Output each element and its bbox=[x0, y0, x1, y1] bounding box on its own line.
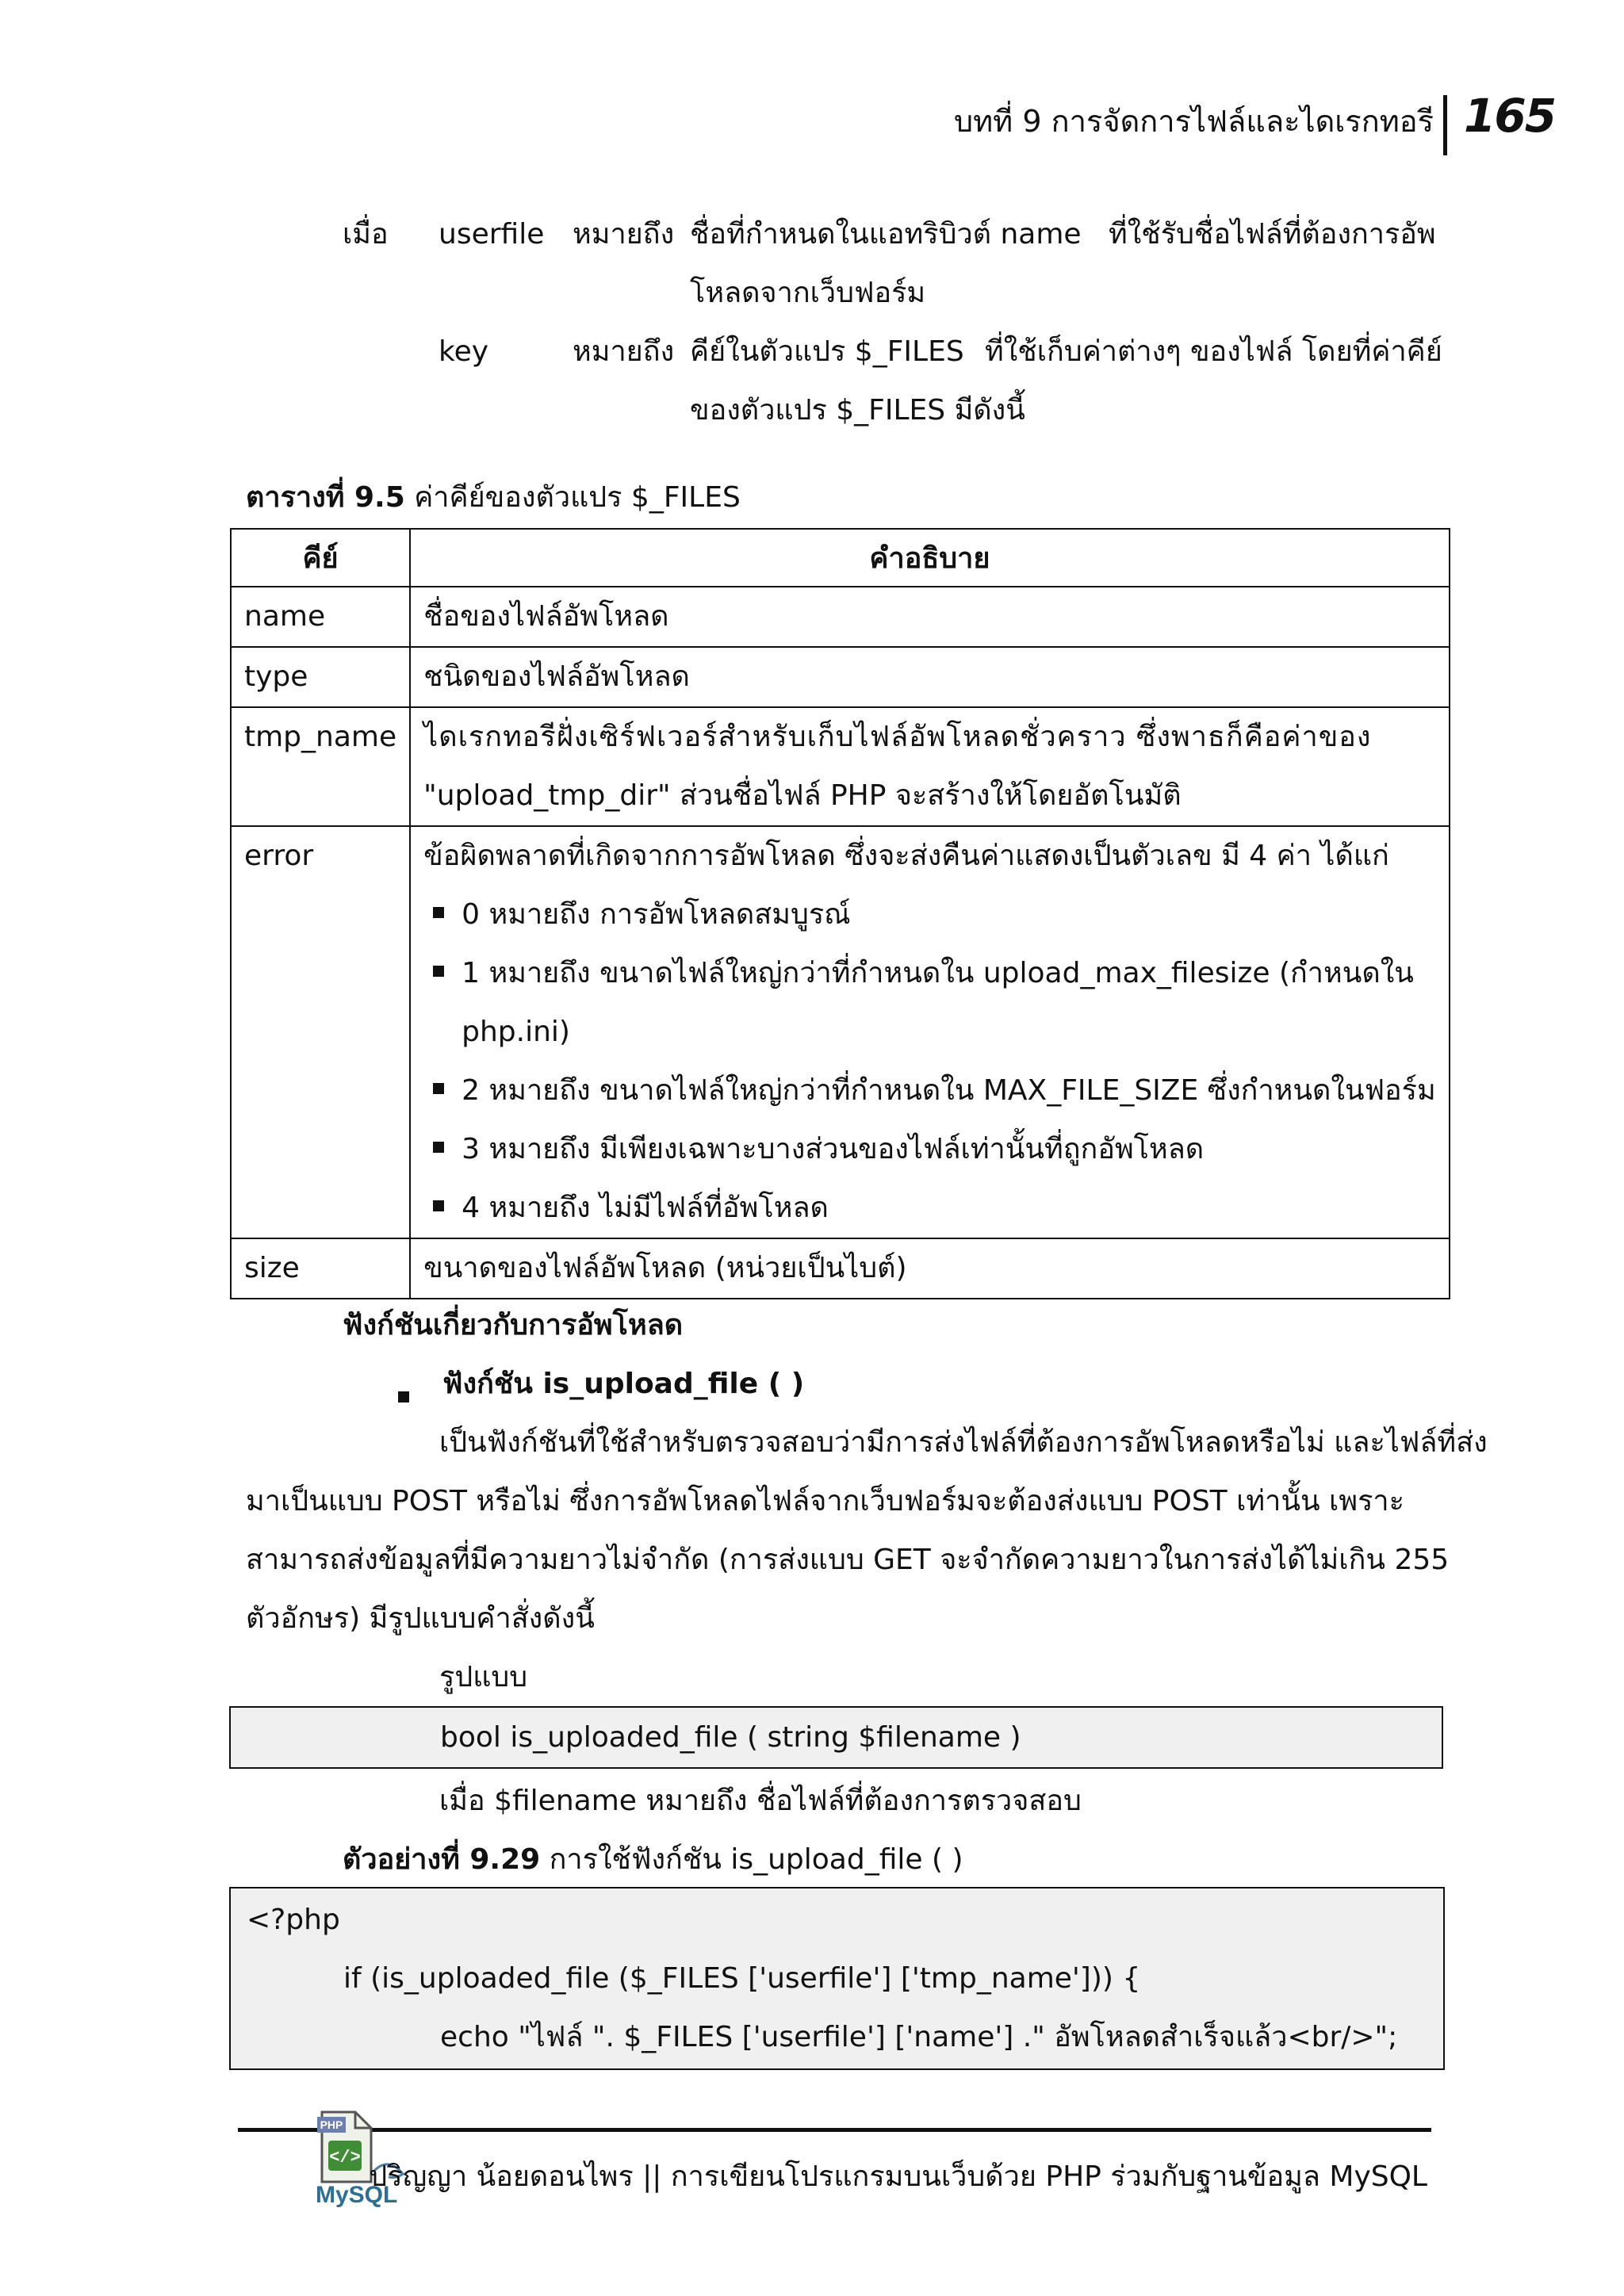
table-row bbox=[231, 707, 1450, 826]
table-caption-label: ตารางที่ 9.5 bbox=[246, 481, 405, 514]
page-number: 165 bbox=[1464, 89, 1556, 143]
table-header-row bbox=[231, 529, 1450, 587]
bullet-square-icon bbox=[433, 1142, 444, 1153]
table-header-key: คีย์ bbox=[231, 529, 410, 587]
bullet-square-icon bbox=[433, 966, 444, 977]
example-caption-label: ตัวอย่างที่ 9.29 bbox=[343, 1843, 541, 1876]
bullet-square-icon bbox=[433, 907, 444, 918]
table-cell-key: tmp_name bbox=[244, 721, 397, 753]
example-caption bbox=[343, 1843, 963, 1876]
error-code-item: 0 หมายถึง การอัพโหลดสมบูรณ์ bbox=[423, 886, 1436, 944]
table-header-desc: คำอธิบาย bbox=[410, 529, 1450, 587]
files-keys-table bbox=[230, 528, 1450, 1299]
table-caption bbox=[246, 481, 741, 514]
param-desc: ที่ใช้รับชื่อไฟล์ที่ต้องการอัพ bbox=[1109, 218, 1436, 251]
function-heading: ฟังก์ชัน is_upload_file ( ) bbox=[442, 1368, 805, 1400]
syntax-box bbox=[229, 1706, 1443, 1769]
syntax-label: รูปแบบ bbox=[439, 1661, 528, 1693]
footer-text: ปริญญา น้อยดอนไพร || การเขียนโปรแกรมบนเว็บด้วย PHP ร่วมกับฐานข้อมูล MySQL bbox=[369, 2160, 1427, 2193]
syntax-code: bool is_uploaded_file ( string $filename ) bbox=[440, 1721, 1021, 1754]
table-row bbox=[231, 826, 1450, 1238]
syntax-param: เมื่อ $filename หมายถึง ชื่อไฟล์ที่ต้องการตรวจสอบ bbox=[439, 1785, 1082, 1817]
table-cell-key: size bbox=[244, 1252, 300, 1284]
table-cell-desc: ชนิดของไฟล์อัพโหลด bbox=[423, 660, 690, 693]
param-lead: เมื่อ bbox=[343, 218, 389, 251]
bullet-square-icon bbox=[398, 1391, 409, 1402]
section-heading: ฟังก์ชันเกี่ยวกับการอัพโหลด bbox=[343, 1309, 684, 1341]
chapter-title: บทที่ 9 การจัดการไฟล์และไดเรกทอรี bbox=[954, 104, 1434, 139]
example-caption-text: การใช้ฟังก์ชัน is_upload_file ( ) bbox=[540, 1843, 963, 1876]
code-line: echo "ไฟล์ ". $_FILES ['userfile'] ['name'] ." อัพโหลดสำเร็จแล้ว<br/>"; bbox=[440, 2021, 1398, 2053]
param-means: หมายถึง bbox=[573, 218, 675, 251]
error-code-item: 4 หมายถึง ไม่มีไฟล์ที่อัพโหลด bbox=[423, 1179, 1436, 1238]
svg-text:</>: </> bbox=[329, 2148, 361, 2168]
error-code-item-cont: php.ini) bbox=[462, 1016, 570, 1048]
table-row bbox=[231, 647, 1450, 707]
table-row bbox=[231, 587, 1450, 647]
param-means: หมายถึง bbox=[573, 335, 675, 368]
table-row bbox=[231, 1238, 1450, 1299]
paragraph-line: ตัวอักษร) มีรูปแบบคำสั่งดังนี้ bbox=[246, 1602, 595, 1635]
table-cell-desc: ข้อผิดพลาดที่เกิดจากการอัพโหลด ซึ่งจะส่งคืนค่าแสดงเป็นตัวเลข มี 4 ค่า ได้แก่ bbox=[423, 840, 1389, 872]
table-cell-desc: ชื่อของไฟล์อัพโหลด bbox=[423, 600, 669, 633]
table-cell-desc: ไดเรกทอรีฝั่งเซิร์ฟเวอร์สำหรับเก็บไฟล์อัพโหลดชั่วคราว ซึ่งพาธก็คือค่าของ bbox=[423, 721, 1372, 753]
bullet-square-icon bbox=[433, 1200, 444, 1211]
param-desc: คีย์ในตัวแปร $_FILES bbox=[690, 335, 964, 368]
error-code-item: 3 หมายถึง มีเพียงเฉพาะบางส่วนของไฟล์เท่านั้นที่ถูกอัพโหลด bbox=[423, 1120, 1436, 1179]
code-box bbox=[229, 1887, 1445, 2070]
param-desc-cont: ของตัวแปร $_FILES มีดังนี้ bbox=[690, 394, 1025, 427]
paragraph-line: สามารถส่งข้อมูลที่มีความยาวไม่จำกัด (การส่งแบบ GET จะจำกัดความยาวในการส่งได้ไม่เกิน 255 bbox=[246, 1544, 1450, 1576]
param-name: userfile bbox=[439, 218, 545, 251]
table-cell-key: type bbox=[244, 660, 308, 693]
param-name: key bbox=[439, 335, 489, 368]
param-desc: ที่ใช้เก็บค่าต่างๆ ของไฟล์ โดยที่ค่าคีย์ bbox=[985, 335, 1442, 368]
table-cell-desc: ขนาดของไฟล์อัพโหลด (หน่วยเป็นไบต์) bbox=[423, 1252, 907, 1284]
bullet-square-icon bbox=[433, 1083, 444, 1094]
table-cell-desc: "upload_tmp_dir" ส่วนชื่อไฟล์ PHP จะสร้างให้โดยอัตโนมัติ bbox=[423, 779, 1182, 812]
code-line: if (is_uploaded_file ($_FILES ['userfile'] ['tmp_name'])) { bbox=[343, 1962, 1141, 1995]
table-cell-key: name bbox=[244, 600, 326, 633]
paragraph-line: มาเป็นแบบ POST หรือไม่ ซึ่งการอัพโหลดไฟล์จากเว็บฟอร์มจะต้องส่งแบบ POST เท่านั้น เพราะ bbox=[246, 1485, 1404, 1517]
logo-mysql-text: MySQL bbox=[316, 2182, 398, 2208]
table-cell-key: error bbox=[244, 840, 314, 872]
paragraph-line: เป็นฟังก์ชันที่ใช้สำหรับตรวจสอบว่ามีการส่งไฟล์ที่ต้องการอัพโหลดหรือไม่ และไฟล์ที่ส่ง bbox=[439, 1426, 1488, 1459]
code-line: <?php bbox=[247, 1904, 340, 1936]
header-divider bbox=[1443, 95, 1447, 155]
logo-php-text: PHP bbox=[320, 2118, 343, 2131]
table-caption-text: ค่าคีย์ของตัวแปร $_FILES bbox=[404, 481, 741, 514]
param-desc-cont: โหลดจากเว็บฟอร์ม bbox=[690, 277, 926, 309]
error-code-item: 1 หมายถึง ขนาดไฟล์ใหญ่กว่าที่กำหนดใน upload_max_filesize (กำหนดใน bbox=[423, 944, 1436, 1003]
error-code-item: 2 หมายถึง ขนาดไฟล์ใหญ่กว่าที่กำหนดใน MAX_FILE_SIZE ซึ่งกำหนดในฟอร์ม bbox=[423, 1062, 1436, 1120]
param-desc: ชื่อที่กำหนดในแอทริบิวต์ name bbox=[690, 218, 1082, 251]
